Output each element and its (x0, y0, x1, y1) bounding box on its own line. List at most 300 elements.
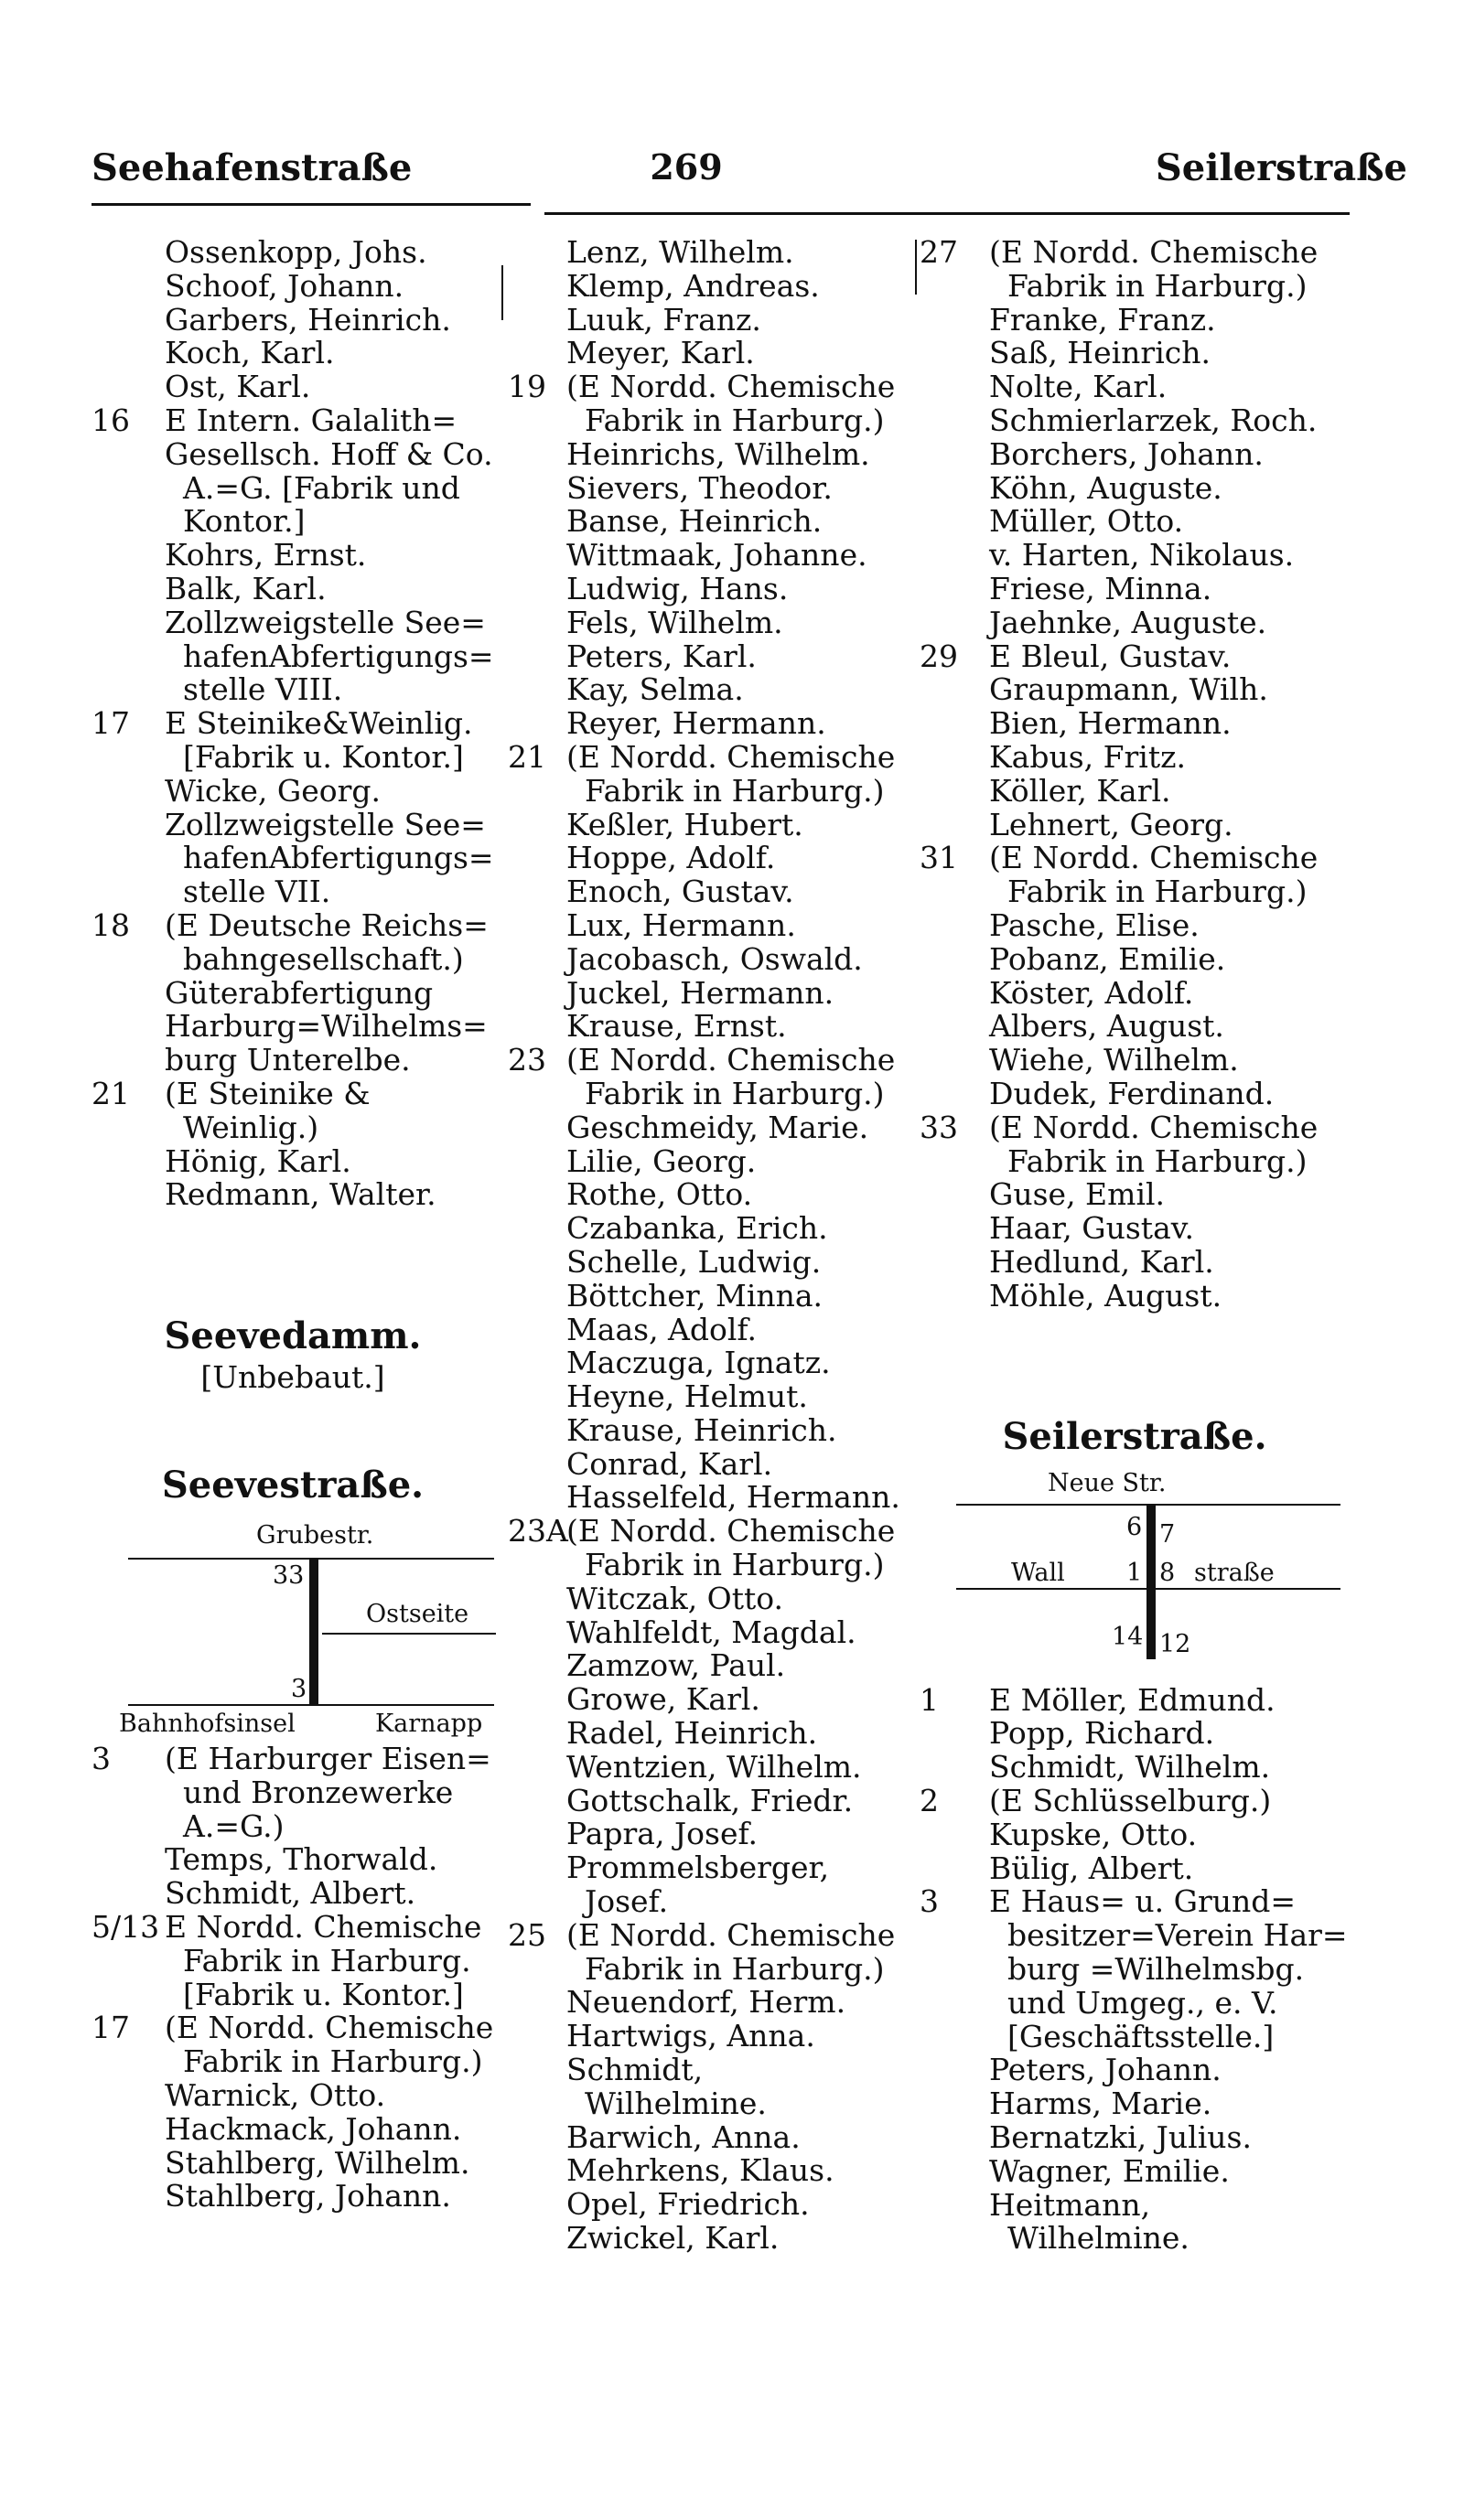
entry-text: Lilie, Georg. (566, 1142, 757, 1179)
entry-text: Schelle, Ludwig. (566, 1243, 822, 1280)
entry-text: Stahlberg, Johann. (165, 2178, 451, 2214)
directory-entry (508, 1649, 920, 1683)
directory-entry (508, 772, 920, 809)
entry-text: Fabrik in Harburg.) (585, 402, 885, 438)
entry-text: [Fabrik u. Kontor.] (183, 738, 464, 775)
entry-text: Fabrik in Harburg.) (1007, 267, 1308, 304)
directory-entry (508, 1111, 920, 1145)
entry-text: v. Harten, Nikolaus. (989, 537, 1295, 574)
entry-text: besitzer=Verein Har= (1007, 1917, 1348, 1954)
entry-text: hafenAbfertigungs= (183, 840, 494, 876)
directory-entry (920, 2087, 1350, 2121)
entry-text: Schmierlarzek, Roch. (989, 402, 1318, 438)
entry-text: Haar, Gustav. (989, 1210, 1194, 1247)
entry-text: Wahlfeldt, Magdal. (566, 1614, 856, 1650)
directory-entry (920, 606, 1350, 640)
house-number: 17 (92, 2010, 130, 2046)
directory-entry (508, 236, 920, 270)
entry-text: (E Nordd. Chemische (566, 1916, 896, 1953)
directory-entry (920, 2018, 1350, 2054)
entry-text: Dudek, Ferdinand. (989, 1075, 1275, 1111)
directory-entry (920, 1852, 1350, 1886)
directory-entry (920, 875, 1350, 909)
entry-text: Nolte, Karl. (989, 369, 1168, 405)
house-number: 33 (920, 1109, 958, 1145)
diagram-top-street: Neue Str. (1048, 1468, 1167, 1497)
entry-text: Krause, Ernst. (566, 1008, 787, 1045)
seevestrasse-diagram (92, 1519, 494, 1702)
entry-text: Rothe, Otto. (566, 1176, 753, 1213)
entry-text: Wagner, Emilie. (989, 2152, 1230, 2189)
entry-text: (E Harburger Eisen= (165, 1741, 491, 1777)
directory-entry (508, 2118, 920, 2155)
entry-text: Fabrik in Harburg.) (585, 1075, 885, 1111)
directory-entry (92, 1942, 494, 1978)
directory-entry (508, 606, 920, 640)
directory-entry (508, 875, 920, 909)
entry-text: Harburg=Wilhelms= (165, 1008, 488, 1045)
entry-text: Czabanka, Erich. (566, 1210, 828, 1247)
directory-entry (508, 1748, 920, 1785)
directory-entry (508, 1916, 920, 1953)
directory-entry (92, 469, 494, 506)
entry-text: Sievers, Theodor. (566, 469, 833, 506)
entry-text: Fabrik in Harburg. (183, 1942, 471, 1978)
entry-text: Hönig, Karl. (165, 1142, 351, 1179)
entry-text: Kohrs, Ernst. (165, 537, 367, 574)
header-rule-right (544, 212, 1350, 215)
directory-entry (92, 1911, 494, 1945)
entry-text: Kupske, Otto. (989, 1816, 1198, 1852)
entry-text: E Möller, Edmund. (989, 1681, 1276, 1718)
directory-entry (92, 974, 494, 1011)
directory-entry (508, 469, 920, 506)
diagram-num-top: 33 (273, 1561, 305, 1591)
entry-text: E Intern. Galalith= (165, 402, 458, 438)
entry-text: Harms, Marie. (989, 2086, 1212, 2122)
diagram-right-label: straße (1194, 1558, 1275, 1587)
directory-entry (92, 370, 494, 404)
entry-text: (E Schlüsselburg.) (989, 1783, 1272, 1819)
entry-text: Ost, Karl. (165, 369, 311, 405)
entry-text: (E Deutsche Reichs= (165, 906, 489, 943)
column-1 (92, 236, 494, 2214)
entry-text: Schoof, Johann. (165, 267, 404, 304)
entry-text: Ludwig, Hans. (566, 570, 789, 606)
directory-entry (508, 1311, 920, 1347)
entry-text: Fabrik in Harburg.) (1007, 874, 1308, 910)
directory-entry (920, 772, 1350, 809)
entry-text: Kontor.] (183, 503, 306, 540)
diagram-num-6: 6 (1126, 1512, 1143, 1541)
entry-text: Müller, Otto. (989, 503, 1184, 540)
entry-text: (E Nordd. Chemische (989, 840, 1319, 876)
directory-entry (508, 1010, 920, 1044)
diagram-left-bottom: Bahnhofsinsel (119, 1710, 296, 1739)
directory-entry (92, 1044, 494, 1078)
diagram-top-street: Grubestr. (256, 1521, 374, 1550)
directory-entry (920, 1953, 1350, 1987)
column-divider-1 (501, 265, 503, 320)
directory-entry (508, 1075, 920, 1111)
diagram-num-7: 7 (1159, 1519, 1176, 1549)
entry-text: Saß, Heinrich. (989, 335, 1211, 371)
directory-entry (92, 301, 494, 338)
directory-entry (920, 301, 1350, 338)
house-number: 19 (508, 369, 546, 405)
directory-entry (508, 1616, 920, 1650)
running-header-right: Seilerstraße (1155, 146, 1407, 189)
directory-entry (508, 1044, 920, 1078)
directory-entry (920, 435, 1350, 472)
directory-entry (508, 1380, 920, 1414)
directory-entry (920, 469, 1350, 506)
entry-text: (E Nordd. Chemische (566, 1042, 896, 1078)
house-number: 1 (920, 1681, 939, 1718)
directory-entry (920, 2186, 1350, 2223)
directory-entry (92, 1111, 494, 1145)
directory-entry (508, 2087, 920, 2121)
column-3 (920, 236, 1350, 2256)
directory-entry (920, 570, 1350, 606)
directory-entry (92, 2144, 494, 2181)
entry-text: Redmann, Walter. (165, 1176, 436, 1213)
directory-entry (508, 267, 920, 304)
directory-entry (508, 1346, 920, 1380)
house-number: 29 (920, 638, 958, 674)
directory-entry (92, 673, 494, 707)
directory-entry (920, 1010, 1350, 1044)
entry-text: Wiehe, Wilhelm. (989, 1042, 1239, 1078)
directory-entry (508, 640, 920, 674)
directory-entry (508, 1986, 920, 2020)
directory-entry (508, 539, 920, 573)
entry-text: Balk, Karl. (165, 570, 327, 606)
house-number: 21 (508, 738, 546, 775)
house-number: 27 (920, 234, 958, 270)
directory-entry (92, 1978, 494, 2012)
house-number: 25 (508, 1916, 546, 1953)
diagram-num-14: 14 (1112, 1622, 1144, 1651)
entry-text: Pobanz, Emilie. (989, 940, 1226, 977)
directory-entry (508, 301, 920, 338)
seevestrasse-entries-continued (508, 236, 920, 2256)
seevestrasse-entries-end (920, 236, 1350, 1314)
entry-text: Graupmann, Wilh. (989, 671, 1268, 708)
directory-entry (920, 539, 1350, 573)
directory-entry (920, 1178, 1350, 1212)
entry-text: Fabrik in Harburg.) (585, 1950, 885, 1987)
entry-text: Garbers, Heinrich. (165, 301, 451, 338)
entry-text: Kay, Selma. (566, 671, 744, 708)
house-number: 21 (92, 1075, 130, 1111)
seilerstrasse-diagram (920, 1467, 1350, 1658)
entry-text: (E Nordd. Chemische (566, 369, 896, 405)
directory-entry (508, 505, 920, 539)
entry-text: Schmidt, (566, 2052, 704, 2088)
directory-entry (920, 1785, 1350, 1818)
directory-entry (920, 404, 1350, 438)
entry-text: Prommelsberger, (566, 1850, 830, 1886)
entry-text: Gottschalk, Friedr. (566, 1782, 854, 1818)
entry-text: E Bleul, Gustav. (989, 638, 1232, 674)
entry-text: Lenz, Wilhelm. (566, 234, 794, 270)
directory-entry (92, 707, 494, 741)
entry-text: Jacobasch, Oswald. (566, 940, 863, 977)
entry-text: Franke, Franz. (989, 301, 1216, 338)
directory-entry (508, 1212, 920, 1246)
diagram-num-1: 1 (1126, 1558, 1143, 1587)
directory-entry (508, 1481, 920, 1515)
seilerstrasse-entries (920, 1681, 1350, 2257)
entry-text: Fabrik in Harburg.) (1007, 1142, 1308, 1179)
entry-text: stelle VII. (183, 874, 331, 910)
directory-entry (508, 1851, 920, 1885)
entry-text: Hedlund, Karl. (989, 1243, 1214, 1280)
diagram-num-8: 8 (1159, 1558, 1176, 1587)
diagram-street-bar (309, 1558, 318, 1704)
entry-text: Banse, Heinrich. (566, 503, 823, 540)
entry-text: Gesellsch. Hoff & Co. (165, 435, 493, 472)
directory-entry (92, 337, 494, 370)
entry-text: Heitmann, (989, 2186, 1151, 2223)
seevestrasse-title: Seevestraße. (161, 1464, 425, 1507)
entry-text: Neuendorf, Herm. (566, 1984, 846, 2021)
entry-text: Ossenkopp, Johs. (165, 234, 427, 270)
entry-text: burg =Wilhelmsbg. (1007, 1951, 1305, 1988)
directory-entry (92, 1142, 494, 1179)
directory-entry (508, 337, 920, 370)
directory-entry (508, 2188, 920, 2222)
entry-text: Fabrik in Harburg.) (585, 1547, 885, 1583)
directory-entry (920, 505, 1350, 539)
entry-text: [Fabrik u. Kontor.] (183, 1976, 464, 2012)
entry-text: bahngesellschaft.) (183, 940, 464, 977)
entry-text: Popp, Richard. (989, 1715, 1215, 1752)
entry-text: Heyne, Helmut. (566, 1378, 808, 1415)
page-number: 269 (650, 146, 723, 188)
running-header-left: Seehafenstraße (92, 146, 413, 189)
entry-text: Conrad, Karl. (566, 1445, 773, 1482)
entry-text: Keßler, Hubert. (566, 806, 803, 842)
entry-text: Zollzweigstelle See= (165, 806, 486, 842)
directory-entry (92, 236, 494, 270)
entry-text: Fabrik in Harburg.) (585, 772, 885, 809)
entry-text: Warnick, Otto. (165, 2077, 386, 2114)
house-number: 23A (508, 1513, 568, 1550)
entry-text: Fels, Wilhelm. (566, 604, 783, 640)
entry-text: Papra, Josef. (566, 1816, 759, 1852)
directory-entry (508, 2020, 920, 2054)
entry-text: Lehnert, Georg. (989, 806, 1233, 842)
directory-entry (920, 1044, 1350, 1078)
directory-entry (508, 842, 920, 875)
directory-entry (92, 1010, 494, 1044)
directory-entry (508, 435, 920, 472)
diagram-bottom-line (956, 1588, 1340, 1590)
seilerstrasse-title: Seilerstraße. (1002, 1414, 1267, 1458)
directory-entry (920, 1243, 1350, 1280)
directory-entry (508, 1411, 920, 1448)
directory-entry (508, 1445, 920, 1482)
directory-entry (508, 370, 920, 404)
diagram-num-12: 12 (1159, 1629, 1191, 1658)
entry-text: Peters, Karl. (566, 638, 757, 674)
entry-text: Radel, Heinrich. (566, 1715, 818, 1752)
directory-entry (508, 1142, 920, 1179)
directory-entry (920, 707, 1350, 741)
directory-entry (920, 842, 1350, 875)
directory-entry (920, 1142, 1350, 1179)
directory-entry (920, 1717, 1350, 1751)
entry-text: Bülig, Albert. (989, 1850, 1194, 1886)
entry-text: Zamzow, Paul. (566, 1647, 786, 1684)
directory-entry (92, 1807, 494, 1844)
entry-text: Köster, Adolf. (989, 974, 1194, 1011)
entry-text: Wittmaak, Johanne. (566, 537, 867, 574)
directory-entry (508, 906, 920, 943)
entry-text: Weinlig.) (183, 1109, 319, 1145)
directory-entry (92, 404, 494, 438)
entry-text: Mehrkens, Klaus. (566, 2152, 834, 2189)
directory-entry (508, 1277, 920, 1314)
directory-entry (92, 505, 494, 539)
entry-text: Wentzien, Wilhelm. (566, 1748, 862, 1785)
entry-text: Stahlberg, Wilhelm. (165, 2144, 470, 2181)
entry-text: Lux, Hermann. (566, 906, 796, 943)
house-number: 18 (92, 906, 130, 943)
entry-text: Wilhelmine. (1007, 2220, 1190, 2257)
entry-text: Schmidt, Wilhelm. (989, 1749, 1271, 1785)
directory-entry (92, 267, 494, 304)
entry-text: Wicke, Georg. (165, 772, 382, 809)
diagram-num-bottom: 3 (291, 1675, 307, 1704)
directory-entry (92, 842, 494, 875)
directory-entry (508, 404, 920, 438)
entry-text: (E Nordd. Chemische (989, 1109, 1319, 1145)
entry-text: (E Steinike & (165, 1075, 371, 1111)
house-number: 16 (92, 402, 130, 438)
entry-text: Heinrichs, Wilhelm. (566, 435, 870, 472)
directory-entry (92, 640, 494, 674)
directory-entry (508, 806, 920, 842)
entry-text: (E Nordd. Chemische (989, 234, 1319, 270)
entry-text: Böttcher, Minna. (566, 1277, 824, 1314)
directory-entry (920, 1984, 1350, 2021)
header-rule-left (92, 203, 531, 206)
entry-text: Güterabfertigung (165, 974, 434, 1011)
directory-entry (92, 2079, 494, 2113)
entry-text: Bien, Hermann. (989, 705, 1232, 742)
directory-entry (92, 875, 494, 909)
directory-entry (920, 2054, 1350, 2087)
entry-text: Enoch, Gustav. (566, 874, 794, 910)
directory-entry (508, 1885, 920, 1919)
directory-entry (508, 1818, 920, 1851)
entry-text: Growe, Karl. (566, 1681, 760, 1718)
directory-entry (92, 1743, 494, 1776)
entry-text: Friese, Minna. (989, 570, 1212, 606)
directory-entry (508, 707, 920, 741)
directory-entry (508, 1950, 920, 1987)
directory-entry (508, 1582, 920, 1616)
entry-text: Maas, Adolf. (566, 1311, 757, 1347)
directory-entry (508, 570, 920, 606)
entry-text: Wilhelmine. (585, 2085, 767, 2121)
entry-text: Jaehnke, Auguste. (989, 604, 1267, 640)
entry-text: Hackmack, Johann. (165, 2110, 462, 2147)
directory-entry (920, 1885, 1350, 1919)
directory-entry (508, 1515, 920, 1549)
entry-text: Klemp, Andreas. (566, 267, 820, 304)
diagram-side-line (322, 1633, 496, 1635)
entry-text: A.=G.) (183, 1807, 285, 1844)
entry-text: Albers, August. (989, 1008, 1224, 1045)
directory-entry (920, 806, 1350, 842)
seevestrasse-diagram-bottom (92, 1702, 494, 1743)
entry-text: E Steinike&Weinlig. (165, 705, 473, 742)
seevedamm-note: [Unbebaut.] (200, 1358, 385, 1395)
directory-entry (508, 2154, 920, 2188)
entry-text: Temps, Thorwald. (165, 1841, 438, 1878)
seevestrasse-entries (92, 1743, 494, 2214)
directory-entry (508, 673, 920, 707)
entry-text: Koch, Karl. (165, 335, 335, 371)
entry-text: Fabrik in Harburg.) (183, 2043, 483, 2080)
entry-text: Hartwigs, Anna. (566, 2018, 815, 2054)
entry-text: Peters, Johann. (989, 2052, 1222, 2088)
entry-text: (E Nordd. Chemische (165, 2010, 494, 2046)
directory-entry (920, 940, 1350, 977)
directory-entry (508, 1683, 920, 1717)
house-number: 23 (508, 1042, 546, 1078)
directory-entry (508, 2222, 920, 2256)
entry-text: hafenAbfertigungs= (183, 638, 494, 674)
directory-entry (920, 640, 1350, 674)
entry-text: Reyer, Hermann. (566, 705, 826, 742)
entry-text: [Geschäftsstelle.] (1007, 2018, 1275, 2054)
entry-text: A.=G. [Fabrik und (183, 469, 460, 506)
entry-text: Hoppe, Adolf. (566, 840, 776, 876)
seehafenstrasse-entries (92, 236, 494, 1212)
directory-entry (508, 2054, 920, 2087)
directory-entry (920, 236, 1350, 270)
directory-entry (508, 1549, 920, 1582)
house-number: 3 (920, 1883, 939, 1920)
directory-entry (920, 906, 1350, 943)
directory-entry (920, 370, 1350, 404)
directory-entry (92, 738, 494, 775)
entry-text: burg Unterelbe. (165, 1042, 411, 1078)
directory-entry (92, 1075, 494, 1111)
directory-entry (508, 1782, 920, 1818)
entry-text: Maczuga, Ignatz. (566, 1345, 831, 1381)
entry-text: (E Nordd. Chemische (566, 738, 896, 775)
directory-entry (92, 606, 494, 640)
entry-text: und Bronzewerke (183, 1774, 454, 1810)
directory-entry (920, 267, 1350, 304)
directory-entry (92, 806, 494, 842)
directory-entry (92, 906, 494, 943)
column-2 (508, 236, 920, 2256)
entry-text: Bernatzki, Julius. (989, 2119, 1252, 2156)
entry-text: Witczak, Otto. (566, 1580, 784, 1616)
directory-entry (92, 570, 494, 606)
entry-text: Guse, Emil. (989, 1176, 1166, 1213)
directory-entry (920, 1681, 1350, 1718)
diagram-street-bar (1146, 1504, 1156, 1659)
entry-text: Möhle, August. (989, 1277, 1222, 1314)
